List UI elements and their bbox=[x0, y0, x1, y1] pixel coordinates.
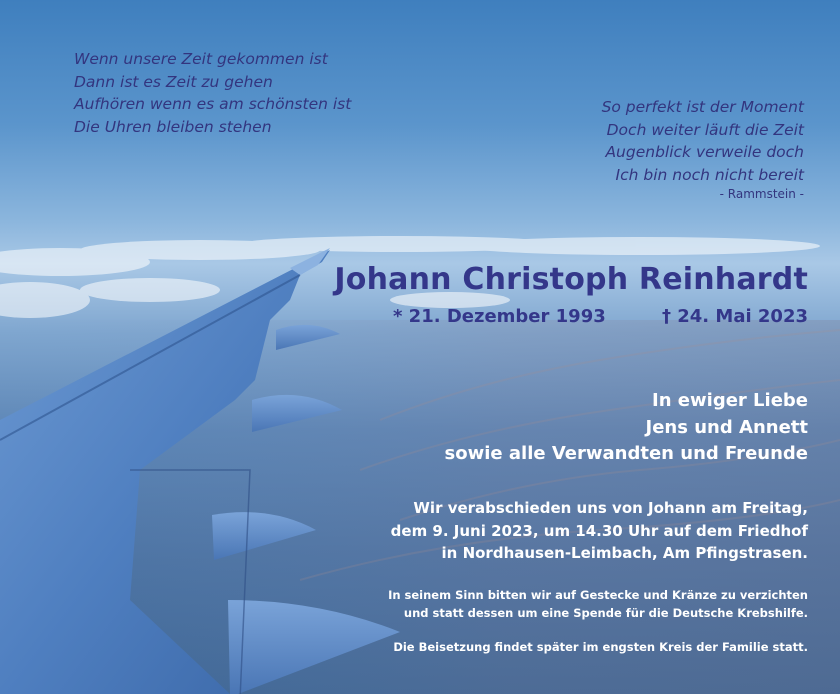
service-line: in Nordhausen-Leimbach, Am Pfingstrasen. bbox=[441, 544, 808, 562]
poem-right-line: Ich bin noch nicht bereit bbox=[615, 165, 804, 184]
birth-date: * 21. Dezember 1993 bbox=[393, 306, 606, 327]
burial-note: Die Beisetzung findet später im engsten Kreis der Familie statt. bbox=[393, 640, 808, 654]
funeral-service-info bbox=[391, 497, 808, 565]
death-date: † 24. Mai 2023 bbox=[661, 306, 808, 327]
poem-right-line: So perfekt ist der Moment bbox=[601, 98, 804, 116]
mourners-line: In ewiger Liebe bbox=[652, 390, 808, 411]
deceased-name: Johann Christoph Reinhardt bbox=[334, 262, 808, 297]
mourners-line: sowie alle Verwandten und Freunde bbox=[444, 443, 808, 464]
poem-attribution: - Rammstein - bbox=[719, 187, 804, 201]
request-line: In seinem Sinn bitten wir auf Gestecke und Kränze zu verzichten bbox=[388, 588, 808, 602]
poem-left-line: Dann ist es Zeit zu gehen bbox=[74, 72, 273, 91]
poem-right-line: Augenblick verweile doch bbox=[605, 143, 804, 161]
mourners-line: Jens und Annett bbox=[645, 416, 808, 438]
donation-request bbox=[388, 586, 808, 622]
mourners-block bbox=[445, 388, 808, 468]
poem-left-line: Die Uhren bleiben stehen bbox=[74, 117, 272, 136]
service-line: Wir verabschieden uns von Johann am Freitag, bbox=[413, 499, 808, 517]
service-line: dem 9. Juni 2023, um 14.30 Uhr auf dem Friedhof bbox=[390, 521, 808, 540]
poem-right bbox=[602, 96, 804, 186]
request-line: und statt dessen um eine Spende für die Deutsche Krebshilfe. bbox=[403, 606, 808, 620]
poem-left-line: Aufhören wenn es am schönsten ist bbox=[74, 95, 352, 113]
poem-left bbox=[74, 48, 351, 138]
poem-left-line: Wenn unsere Zeit gekommen ist bbox=[74, 50, 328, 68]
poem-right-line: Doch weiter läuft die Zeit bbox=[606, 120, 804, 139]
